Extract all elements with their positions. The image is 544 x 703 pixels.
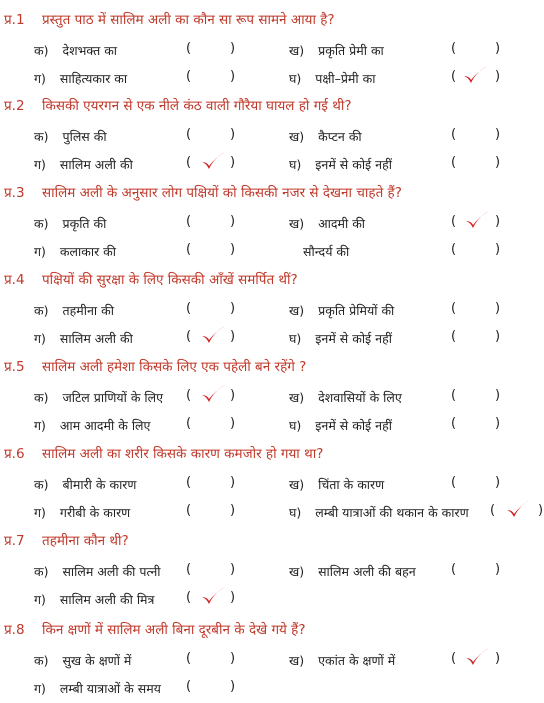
answer-bracket-close[interactable]: ) [495, 41, 501, 56]
question-1 [4, 10, 335, 28]
option-6-1 [34, 476, 136, 493]
option-8-3 [34, 680, 161, 697]
question-8 [4, 620, 306, 638]
answer-bracket-open[interactable]: ( [186, 562, 192, 577]
answer-bracket-close[interactable]: ) [230, 475, 236, 490]
answer-bracket-open[interactable]: ( [451, 329, 457, 344]
answer-bracket-open[interactable]: ( [451, 155, 457, 170]
answer-bracket-close[interactable]: ) [495, 329, 501, 344]
option-label: ग) [34, 592, 46, 607]
checkmark-icon [200, 383, 226, 405]
option-label: घ) [289, 331, 302, 346]
option-text: प्रकृति की [62, 216, 107, 231]
option-8-2 [289, 652, 395, 669]
answer-bracket-open[interactable]: ( [186, 41, 192, 56]
answer-bracket-open[interactable]: ( [186, 475, 192, 490]
option-2-1 [34, 128, 107, 145]
option-label: क) [34, 129, 49, 144]
answer-bracket-open[interactable]: ( [186, 242, 192, 257]
answer-bracket-open[interactable]: ( [451, 562, 457, 577]
answer-bracket-close[interactable]: ) [538, 503, 544, 518]
answer-bracket-open[interactable]: ( [451, 651, 457, 666]
answer-bracket-close[interactable]: ) [230, 416, 236, 431]
option-label: क) [34, 390, 49, 405]
option-label: ख) [289, 129, 305, 144]
option-5-3 [34, 417, 150, 434]
answer-bracket-open[interactable]: ( [451, 41, 457, 56]
option-6-4 [289, 504, 469, 521]
answer-bracket-close[interactable]: ) [495, 475, 501, 490]
answer-bracket-open[interactable]: ( [186, 679, 192, 694]
answer-bracket-close[interactable]: ) [230, 242, 236, 257]
option-text: इनमें से कोई नहीं [315, 331, 392, 346]
option-label: ख) [289, 216, 305, 231]
option-label: क) [34, 564, 49, 579]
question-number: प्र.7 [4, 533, 25, 549]
question-text: किसकी एयरगन से एक नीले कंठ वाली गौरैया घायल हो गई थी? [42, 98, 352, 114]
option-label: ग) [34, 157, 46, 172]
option-text: सालिम अली की [59, 331, 133, 346]
option-text: कैप्टन की [318, 129, 362, 144]
option-text: आम आदमी के लिए [59, 418, 151, 433]
option-4-3 [34, 330, 133, 347]
question-number: प्र.3 [4, 185, 25, 201]
question-2 [4, 96, 352, 114]
option-7-1 [34, 563, 161, 580]
option-3-3 [34, 243, 116, 260]
option-text: सुख के क्षणों में [62, 653, 132, 668]
option-6-3 [34, 504, 130, 521]
option-5-4 [289, 417, 392, 434]
answer-bracket-close[interactable]: ) [495, 416, 501, 431]
checkmark-icon [200, 150, 226, 172]
checkmark-icon [464, 209, 490, 231]
answer-bracket-close[interactable]: ) [495, 155, 501, 170]
question-text: सालिम अली हमेशा किसके लिए एक पहेली बने रहेंगे ? [42, 359, 307, 375]
option-5-1 [34, 389, 163, 406]
option-label: घ) [289, 418, 302, 433]
question-7 [4, 531, 129, 549]
option-label: ग) [34, 681, 46, 696]
question-text: तहमीना कौन थी? [42, 533, 129, 549]
question-number: प्र.6 [4, 446, 25, 462]
answer-bracket-open[interactable]: ( [186, 503, 192, 518]
option-8-1 [34, 652, 131, 669]
answer-bracket-close[interactable]: ) [230, 562, 236, 577]
answer-bracket-close[interactable]: ) [230, 69, 236, 84]
option-2-3 [34, 156, 133, 173]
option-text: साहित्यकार का [59, 71, 128, 86]
answer-bracket-close[interactable]: ) [495, 69, 501, 84]
option-label: ग) [34, 71, 46, 86]
checkmark-icon [200, 324, 226, 346]
question-4 [4, 270, 298, 288]
question-text: किन क्षणों में सालिम अली बिना दूरबीन के देखे गये हैं? [42, 622, 306, 638]
option-7-3 [34, 591, 154, 608]
answer-bracket-open[interactable]: ( [186, 155, 192, 170]
answer-bracket-open[interactable]: ( [186, 127, 192, 142]
option-label: ग) [34, 331, 46, 346]
option-label: क) [34, 653, 49, 668]
option-1-4 [289, 70, 375, 87]
checkmark-icon [200, 585, 226, 607]
option-text: जटिल प्राणियों के लिए [62, 390, 164, 405]
answer-bracket-open[interactable]: ( [186, 329, 192, 344]
answer-bracket-open[interactable]: ( [490, 503, 496, 518]
answer-bracket-open[interactable]: ( [451, 416, 457, 431]
option-text: गरीबी के कारण [59, 505, 131, 520]
answer-bracket-close[interactable]: ) [495, 242, 501, 257]
option-7-2 [289, 563, 416, 580]
question-number: प्र.5 [4, 359, 25, 375]
answer-bracket-close[interactable]: ) [495, 388, 501, 403]
question-number: प्र.1 [4, 12, 25, 28]
answer-bracket-close[interactable]: ) [230, 590, 236, 605]
option-label: ख) [289, 653, 305, 668]
answer-bracket-close[interactable]: ) [230, 127, 236, 142]
option-text: इनमें से कोई नहीं [315, 418, 392, 433]
answer-bracket-close[interactable]: ) [230, 301, 236, 316]
answer-bracket-open[interactable]: ( [186, 69, 192, 84]
answer-bracket-close[interactable]: ) [495, 214, 501, 229]
answer-bracket-open[interactable]: ( [451, 242, 457, 257]
option-text: आदमी की [318, 216, 366, 231]
question-number: प्र.4 [4, 272, 25, 288]
answer-bracket-close[interactable]: ) [230, 329, 236, 344]
option-4-2 [289, 302, 394, 319]
option-text: सौन्दर्य की [303, 244, 350, 259]
answer-bracket-close[interactable]: ) [230, 503, 236, 518]
option-label: ख) [289, 390, 305, 405]
option-text: तहमीना की [62, 303, 114, 318]
answer-bracket-open[interactable]: ( [451, 475, 457, 490]
answer-bracket-open[interactable]: ( [186, 301, 192, 316]
checkmark-icon [462, 64, 488, 86]
answer-bracket-close[interactable]: ) [230, 155, 236, 170]
checkmark-icon [464, 646, 490, 668]
option-text: चिंता के कारण [318, 477, 385, 492]
option-label: ख) [289, 477, 305, 492]
option-2-4 [289, 156, 392, 173]
option-label: ख) [289, 303, 305, 318]
option-label: क) [34, 477, 49, 492]
answer-bracket-close[interactable]: ) [230, 679, 236, 694]
answer-bracket-close[interactable]: ) [495, 127, 501, 142]
option-text: कलाकार की [59, 244, 116, 259]
answer-bracket-open[interactable]: ( [451, 388, 457, 403]
answer-bracket-open[interactable]: ( [451, 301, 457, 316]
option-text: प्रकृति प्रेमी का [318, 43, 384, 58]
option-text: सालिम अली की मित्र [59, 592, 155, 607]
answer-bracket-close[interactable]: ) [230, 41, 236, 56]
answer-bracket-close[interactable]: ) [230, 651, 236, 666]
answer-bracket-open[interactable]: ( [186, 388, 192, 403]
question-text: सालिम अली के अनुसार लोग पक्षियों को किसकी नजर से देखना चाहते हैं? [42, 185, 402, 201]
option-1-1 [34, 42, 117, 59]
question-text: सालिम अली का शरीर किसके कारण कमजोर हो गया था? [42, 446, 324, 462]
option-label: क) [34, 216, 49, 231]
option-label: ग) [34, 418, 46, 433]
option-2-2 [289, 128, 362, 145]
option-5-2 [289, 389, 402, 406]
answer-bracket-close[interactable]: ) [495, 301, 501, 316]
option-3-2 [289, 215, 365, 232]
option-text: सालिम अली की पत्नी [62, 564, 161, 579]
question-text: प्रस्तुत पाठ में सालिम अली का कौन सा रूप सामने आया है? [42, 12, 335, 28]
option-text: लम्बी यात्राओं के समय [59, 681, 161, 696]
option-label: क) [34, 303, 49, 318]
option-1-2 [289, 42, 384, 59]
answer-bracket-open[interactable]: ( [451, 127, 457, 142]
option-label: ग) [34, 505, 46, 520]
answer-bracket-close[interactable]: ) [230, 388, 236, 403]
answer-bracket-close[interactable]: ) [230, 214, 236, 229]
question-number: प्र.2 [4, 98, 25, 114]
answer-bracket-close[interactable]: ) [495, 651, 501, 666]
question-text: पक्षियों की सुरक्षा के लिए किसकी आँखें समर्पित थीं? [42, 272, 298, 288]
option-6-2 [289, 476, 384, 493]
question-6 [4, 444, 323, 462]
option-4-4 [289, 330, 392, 347]
answer-bracket-close[interactable]: ) [495, 562, 501, 577]
question-3 [4, 183, 402, 201]
answer-bracket-open[interactable]: ( [451, 69, 457, 84]
question-5 [4, 357, 306, 375]
option-label: ख) [289, 43, 305, 58]
option-label: घ) [289, 157, 302, 172]
option-3-1 [34, 215, 106, 232]
answer-bracket-open[interactable]: ( [186, 416, 192, 431]
option-text: एकांत के क्षणों में [318, 653, 396, 668]
option-4-1 [34, 302, 114, 319]
option-text: पुलिस की [62, 129, 107, 144]
option-1-3 [34, 70, 127, 87]
option-label: क) [34, 43, 49, 58]
answer-bracket-open[interactable]: ( [186, 590, 192, 605]
option-text: सालिम अली की [59, 157, 133, 172]
option-label: घ) [289, 71, 302, 86]
option-text: सालिम अली की बहन [318, 564, 416, 579]
option-label: घ) [289, 505, 302, 520]
answer-bracket-open[interactable]: ( [451, 214, 457, 229]
option-text: देशभक्त का [62, 43, 118, 58]
answer-bracket-open[interactable]: ( [186, 214, 192, 229]
option-text: देशवासियों के लिए [318, 390, 402, 405]
option-text: बीमारी के कारण [62, 477, 137, 492]
option-label: ग) [34, 244, 46, 259]
checkmark-icon [505, 498, 531, 520]
option-text: लम्बी यात्राओं की थकान के कारण [315, 505, 469, 520]
option-3-4 [289, 243, 349, 260]
answer-bracket-open[interactable]: ( [186, 651, 192, 666]
option-text: इनमें से कोई नहीं [315, 157, 392, 172]
option-label: ख) [289, 564, 305, 579]
option-text: पक्षी–प्रेमी का [315, 71, 376, 86]
option-text: प्रकृति प्रेमियों की [318, 303, 395, 318]
question-number: प्र.8 [4, 622, 25, 638]
